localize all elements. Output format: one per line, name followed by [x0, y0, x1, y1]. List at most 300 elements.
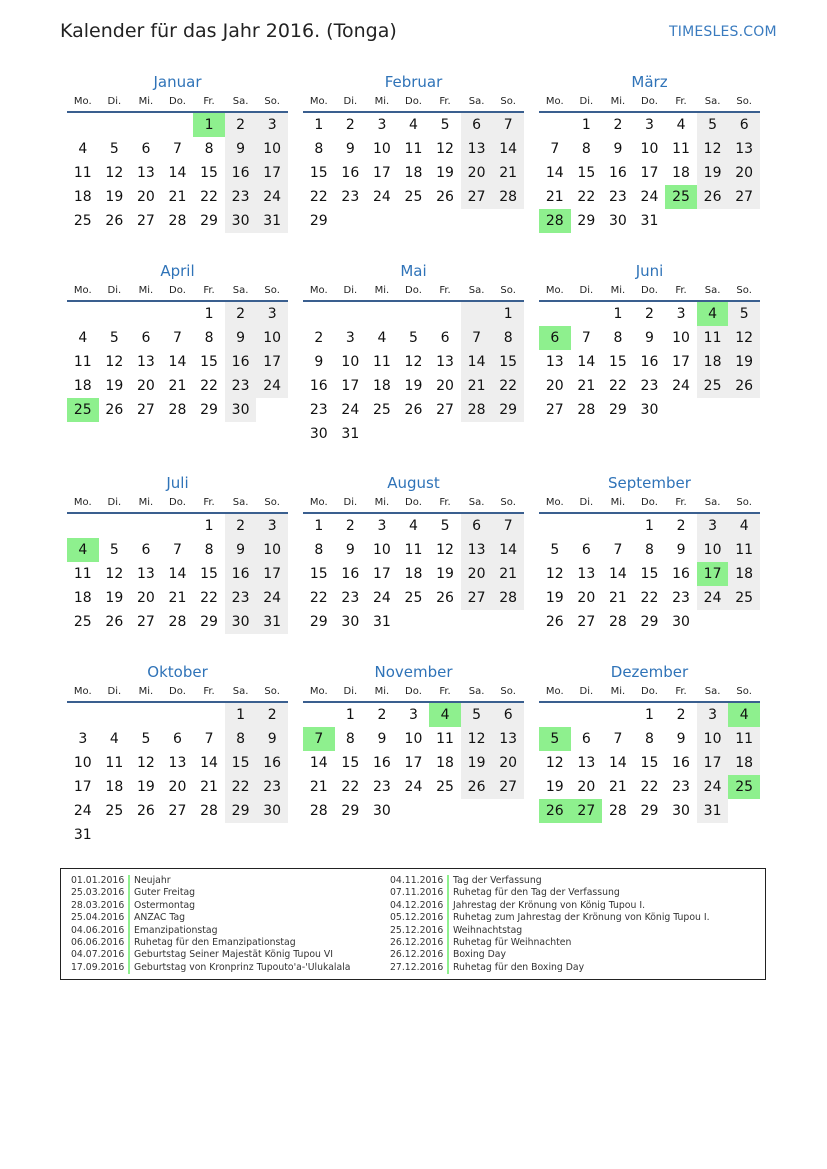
- holiday-day-cell[interactable]: 4: [67, 538, 99, 562]
- day-cell[interactable]: 10: [372, 542, 391, 558]
- day-cell[interactable]: 30: [225, 398, 257, 422]
- day-cell[interactable]: 12: [697, 137, 729, 161]
- day-cell[interactable]: 30: [608, 213, 627, 229]
- day-cell[interactable]: 31: [341, 426, 360, 442]
- day-cell[interactable]: 17: [73, 779, 92, 795]
- day-cell[interactable]: 10: [697, 538, 729, 562]
- day-cell[interactable]: 10: [256, 137, 288, 161]
- day-cell[interactable]: 30: [672, 803, 690, 819]
- day-cell[interactable]: 13: [461, 137, 493, 161]
- day-cell[interactable]: 22: [640, 590, 659, 606]
- day-cell[interactable]: 21: [168, 378, 187, 394]
- day-cell[interactable]: 7: [204, 731, 214, 747]
- day-cell[interactable]: 30: [341, 614, 360, 630]
- day-cell[interactable]: 11: [404, 141, 423, 157]
- day-cell[interactable]: 12: [545, 755, 564, 771]
- day-cell[interactable]: 28: [608, 614, 627, 630]
- day-cell[interactable]: 5: [109, 330, 119, 346]
- day-cell[interactable]: 2: [676, 518, 686, 534]
- day-cell[interactable]: 28: [168, 614, 187, 630]
- day-cell[interactable]: 23: [608, 189, 627, 205]
- day-cell[interactable]: 26: [105, 614, 124, 630]
- day-cell[interactable]: 7: [550, 141, 560, 157]
- day-cell[interactable]: 12: [461, 727, 493, 751]
- day-cell[interactable]: 24: [341, 402, 360, 418]
- brand-link[interactable]: TIMESLES.COM: [669, 24, 777, 40]
- day-cell[interactable]: 6: [173, 731, 182, 747]
- day-cell[interactable]: 15: [640, 755, 659, 771]
- day-cell[interactable]: 22: [309, 189, 328, 205]
- day-cell[interactable]: 22: [200, 189, 218, 205]
- day-cell[interactable]: 14: [309, 755, 328, 771]
- day-cell[interactable]: 13: [577, 566, 596, 582]
- day-cell[interactable]: 19: [105, 590, 124, 606]
- day-cell[interactable]: 5: [550, 542, 560, 558]
- day-cell[interactable]: 29: [341, 803, 360, 819]
- day-cell[interactable]: 28: [577, 402, 596, 418]
- day-cell[interactable]: 16: [309, 378, 328, 394]
- day-cell[interactable]: 29: [640, 614, 659, 630]
- day-cell[interactable]: 29: [200, 213, 218, 229]
- day-cell[interactable]: 14: [577, 354, 596, 370]
- day-cell[interactable]: 8: [492, 326, 524, 350]
- day-cell[interactable]: 1: [345, 707, 355, 723]
- day-cell[interactable]: 3: [645, 117, 654, 133]
- day-cell[interactable]: 22: [200, 590, 218, 606]
- day-cell[interactable]: 20: [728, 161, 760, 185]
- day-cell[interactable]: 27: [136, 614, 155, 630]
- day-cell[interactable]: 14: [608, 566, 627, 582]
- day-cell[interactable]: 8: [645, 731, 654, 747]
- day-cell[interactable]: 14: [545, 165, 564, 181]
- day-cell[interactable]: 13: [136, 354, 155, 370]
- day-cell[interactable]: 20: [492, 751, 524, 775]
- day-cell[interactable]: 31: [372, 614, 391, 630]
- day-cell[interactable]: 5: [728, 302, 760, 326]
- day-cell[interactable]: 18: [372, 378, 391, 394]
- day-cell[interactable]: 25: [436, 779, 454, 795]
- day-cell[interactable]: 12: [436, 542, 454, 558]
- day-cell[interactable]: 17: [341, 378, 360, 394]
- day-cell[interactable]: 1: [581, 117, 591, 133]
- day-cell[interactable]: 26: [461, 775, 493, 799]
- day-cell[interactable]: 13: [136, 165, 155, 181]
- holiday-day-cell[interactable]: 5: [539, 727, 571, 751]
- day-cell[interactable]: 13: [436, 354, 454, 370]
- day-cell[interactable]: 18: [73, 378, 92, 394]
- day-cell[interactable]: 10: [640, 141, 659, 157]
- day-cell[interactable]: 12: [105, 354, 124, 370]
- day-cell[interactable]: 27: [461, 586, 493, 610]
- day-cell[interactable]: 24: [256, 586, 288, 610]
- day-cell[interactable]: 15: [577, 165, 596, 181]
- day-cell[interactable]: 18: [73, 590, 92, 606]
- day-cell[interactable]: 5: [109, 542, 119, 558]
- day-cell[interactable]: 29: [309, 614, 328, 630]
- day-cell[interactable]: 10: [404, 731, 423, 747]
- day-cell[interactable]: 28: [608, 803, 627, 819]
- day-cell[interactable]: 16: [225, 161, 257, 185]
- day-cell[interactable]: 2: [613, 117, 623, 133]
- day-cell[interactable]: 22: [200, 378, 218, 394]
- day-cell[interactable]: 24: [640, 189, 659, 205]
- day-cell[interactable]: 1: [314, 518, 324, 534]
- day-cell[interactable]: 10: [73, 755, 92, 771]
- day-cell[interactable]: 15: [309, 165, 328, 181]
- day-cell[interactable]: 23: [672, 779, 690, 795]
- day-cell[interactable]: 24: [73, 803, 92, 819]
- day-cell[interactable]: 6: [492, 703, 524, 727]
- day-cell[interactable]: 20: [577, 779, 596, 795]
- day-cell[interactable]: 19: [728, 350, 760, 374]
- day-cell[interactable]: 1: [492, 302, 524, 326]
- day-cell[interactable]: 24: [372, 189, 391, 205]
- day-cell[interactable]: 3: [256, 113, 288, 137]
- day-cell[interactable]: 21: [492, 562, 524, 586]
- day-cell[interactable]: 15: [309, 566, 328, 582]
- day-cell[interactable]: 26: [436, 590, 454, 606]
- day-cell[interactable]: 6: [728, 113, 760, 137]
- day-cell[interactable]: 13: [545, 354, 564, 370]
- day-cell[interactable]: 30: [672, 614, 690, 630]
- day-cell[interactable]: 21: [545, 189, 564, 205]
- day-cell[interactable]: 18: [672, 165, 690, 181]
- day-cell[interactable]: 8: [314, 141, 324, 157]
- day-cell[interactable]: 13: [461, 538, 493, 562]
- day-cell[interactable]: 7: [581, 330, 591, 346]
- day-cell[interactable]: 29: [225, 799, 257, 823]
- day-cell[interactable]: 27: [545, 402, 564, 418]
- holiday-day-cell[interactable]: 4: [728, 703, 760, 727]
- day-cell[interactable]: 3: [676, 306, 686, 322]
- day-cell[interactable]: 18: [404, 566, 423, 582]
- day-cell[interactable]: 13: [492, 727, 524, 751]
- day-cell[interactable]: 15: [608, 354, 627, 370]
- day-cell[interactable]: 16: [640, 354, 659, 370]
- day-cell[interactable]: 26: [105, 402, 124, 418]
- day-cell[interactable]: 7: [492, 514, 524, 538]
- day-cell[interactable]: 20: [436, 378, 454, 394]
- day-cell[interactable]: 29: [640, 803, 659, 819]
- day-cell[interactable]: 2: [256, 703, 288, 727]
- day-cell[interactable]: 19: [545, 590, 564, 606]
- day-cell[interactable]: 1: [204, 518, 214, 534]
- day-cell[interactable]: 28: [168, 402, 187, 418]
- day-cell[interactable]: 27: [728, 185, 760, 209]
- day-cell[interactable]: 22: [608, 378, 627, 394]
- day-cell[interactable]: 12: [136, 755, 155, 771]
- holiday-day-cell[interactable]: 25: [728, 775, 760, 799]
- day-cell[interactable]: 29: [608, 402, 627, 418]
- day-cell[interactable]: 16: [341, 165, 360, 181]
- day-cell[interactable]: 9: [676, 731, 686, 747]
- day-cell[interactable]: 11: [73, 566, 92, 582]
- day-cell[interactable]: 14: [461, 350, 493, 374]
- holiday-day-cell[interactable]: 4: [697, 302, 729, 326]
- day-cell[interactable]: 27: [436, 402, 454, 418]
- day-cell[interactable]: 28: [461, 398, 493, 422]
- day-cell[interactable]: 5: [141, 731, 151, 747]
- day-cell[interactable]: 5: [440, 117, 450, 133]
- day-cell[interactable]: 9: [613, 141, 623, 157]
- day-cell[interactable]: 5: [109, 141, 119, 157]
- day-cell[interactable]: 24: [672, 378, 690, 394]
- day-cell[interactable]: 3: [697, 703, 729, 727]
- day-cell[interactable]: 26: [105, 213, 124, 229]
- day-cell[interactable]: 15: [225, 751, 257, 775]
- day-cell[interactable]: 19: [697, 161, 729, 185]
- day-cell[interactable]: 6: [581, 731, 591, 747]
- day-cell[interactable]: 25: [372, 402, 391, 418]
- day-cell[interactable]: 30: [309, 426, 328, 442]
- day-cell[interactable]: 26: [404, 402, 423, 418]
- day-cell[interactable]: 11: [672, 141, 690, 157]
- day-cell[interactable]: 21: [492, 161, 524, 185]
- day-cell[interactable]: 23: [640, 378, 659, 394]
- day-cell[interactable]: 26: [436, 189, 454, 205]
- day-cell[interactable]: 11: [728, 538, 760, 562]
- day-cell[interactable]: 17: [697, 751, 729, 775]
- day-cell[interactable]: 19: [105, 378, 124, 394]
- day-cell[interactable]: 3: [377, 117, 387, 133]
- day-cell[interactable]: 19: [105, 189, 124, 205]
- day-cell[interactable]: 11: [73, 354, 92, 370]
- day-cell[interactable]: 10: [372, 141, 391, 157]
- day-cell[interactable]: 24: [404, 779, 423, 795]
- day-cell[interactable]: 13: [136, 566, 155, 582]
- day-cell[interactable]: 8: [225, 727, 257, 751]
- day-cell[interactable]: 14: [608, 755, 627, 771]
- day-cell[interactable]: 9: [377, 731, 387, 747]
- day-cell[interactable]: 9: [314, 354, 324, 370]
- day-cell[interactable]: 31: [256, 610, 288, 634]
- day-cell[interactable]: 18: [728, 562, 760, 586]
- day-cell[interactable]: 24: [697, 586, 729, 610]
- day-cell[interactable]: 28: [168, 213, 187, 229]
- day-cell[interactable]: 11: [697, 326, 729, 350]
- day-cell[interactable]: 9: [345, 141, 355, 157]
- day-cell[interactable]: 14: [492, 538, 524, 562]
- day-cell[interactable]: 27: [136, 213, 155, 229]
- day-cell[interactable]: 13: [728, 137, 760, 161]
- day-cell[interactable]: 23: [256, 775, 288, 799]
- day-cell[interactable]: 20: [168, 779, 187, 795]
- holiday-day-cell[interactable]: 4: [429, 703, 461, 727]
- day-cell[interactable]: 4: [728, 514, 760, 538]
- day-cell[interactable]: 4: [109, 731, 119, 747]
- day-cell[interactable]: 11: [73, 165, 92, 181]
- day-cell[interactable]: 30: [225, 610, 257, 634]
- day-cell[interactable]: 6: [440, 330, 450, 346]
- day-cell[interactable]: 26: [136, 803, 155, 819]
- day-cell[interactable]: 26: [697, 185, 729, 209]
- day-cell[interactable]: 19: [436, 165, 454, 181]
- day-cell[interactable]: 18: [105, 779, 124, 795]
- holiday-day-cell[interactable]: 6: [539, 326, 571, 350]
- day-cell[interactable]: 13: [577, 755, 596, 771]
- day-cell[interactable]: 7: [492, 113, 524, 137]
- day-cell[interactable]: 4: [409, 518, 418, 534]
- day-cell[interactable]: 21: [168, 590, 187, 606]
- day-cell[interactable]: 21: [461, 374, 493, 398]
- day-cell[interactable]: 10: [256, 326, 288, 350]
- day-cell[interactable]: 16: [341, 566, 360, 582]
- day-cell[interactable]: 8: [314, 542, 324, 558]
- day-cell[interactable]: 25: [73, 213, 92, 229]
- day-cell[interactable]: 27: [492, 775, 524, 799]
- day-cell[interactable]: 15: [341, 755, 360, 771]
- day-cell[interactable]: 6: [141, 542, 151, 558]
- day-cell[interactable]: 16: [672, 566, 690, 582]
- day-cell[interactable]: 16: [256, 751, 288, 775]
- day-cell[interactable]: 7: [173, 330, 182, 346]
- day-cell[interactable]: 31: [73, 827, 92, 843]
- day-cell[interactable]: 7: [173, 542, 182, 558]
- day-cell[interactable]: 20: [461, 161, 493, 185]
- day-cell[interactable]: 9: [225, 137, 257, 161]
- holiday-day-cell[interactable]: 7: [303, 727, 335, 751]
- day-cell[interactable]: 14: [168, 566, 187, 582]
- day-cell[interactable]: 20: [577, 590, 596, 606]
- holiday-day-cell[interactable]: 17: [697, 562, 729, 586]
- day-cell[interactable]: 4: [676, 117, 686, 133]
- day-cell[interactable]: 12: [105, 165, 124, 181]
- day-cell[interactable]: 3: [345, 330, 355, 346]
- day-cell[interactable]: 17: [404, 755, 423, 771]
- day-cell[interactable]: 8: [204, 141, 214, 157]
- day-cell[interactable]: 14: [168, 165, 187, 181]
- holiday-day-cell[interactable]: 25: [665, 185, 697, 209]
- day-cell[interactable]: 25: [404, 189, 423, 205]
- day-cell[interactable]: 10: [256, 538, 288, 562]
- day-cell[interactable]: 2: [645, 306, 654, 322]
- day-cell[interactable]: 20: [545, 378, 564, 394]
- day-cell[interactable]: 4: [78, 330, 88, 346]
- day-cell[interactable]: 23: [309, 402, 328, 418]
- day-cell[interactable]: 17: [672, 354, 690, 370]
- day-cell[interactable]: 18: [404, 165, 423, 181]
- day-cell[interactable]: 2: [225, 302, 257, 326]
- day-cell[interactable]: 8: [581, 141, 591, 157]
- day-cell[interactable]: 16: [608, 165, 627, 181]
- day-cell[interactable]: 6: [461, 113, 493, 137]
- day-cell[interactable]: 8: [204, 330, 214, 346]
- holiday-day-cell[interactable]: 25: [67, 398, 99, 422]
- day-cell[interactable]: 15: [200, 566, 218, 582]
- day-cell[interactable]: 1: [225, 703, 257, 727]
- holiday-day-cell[interactable]: 26: [539, 799, 571, 823]
- day-cell[interactable]: 17: [256, 350, 288, 374]
- day-cell[interactable]: 24: [256, 374, 288, 398]
- day-cell[interactable]: 30: [640, 402, 659, 418]
- day-cell[interactable]: 8: [645, 542, 654, 558]
- day-cell[interactable]: 19: [545, 779, 564, 795]
- day-cell[interactable]: 22: [640, 779, 659, 795]
- day-cell[interactable]: 3: [78, 731, 88, 747]
- day-cell[interactable]: 8: [345, 731, 355, 747]
- day-cell[interactable]: 31: [256, 209, 288, 233]
- day-cell[interactable]: 22: [492, 374, 524, 398]
- holiday-day-cell[interactable]: 1: [193, 113, 225, 137]
- day-cell[interactable]: 3: [256, 514, 288, 538]
- day-cell[interactable]: 23: [225, 185, 257, 209]
- day-cell[interactable]: 28: [200, 803, 218, 819]
- day-cell[interactable]: 24: [256, 185, 288, 209]
- day-cell[interactable]: 6: [461, 514, 493, 538]
- day-cell[interactable]: 28: [309, 803, 328, 819]
- day-cell[interactable]: 12: [105, 566, 124, 582]
- day-cell[interactable]: 18: [728, 751, 760, 775]
- day-cell[interactable]: 5: [697, 113, 729, 137]
- day-cell[interactable]: 27: [168, 803, 187, 819]
- day-cell[interactable]: 15: [200, 354, 218, 370]
- day-cell[interactable]: 7: [613, 542, 623, 558]
- day-cell[interactable]: 18: [436, 755, 454, 771]
- day-cell[interactable]: 3: [256, 302, 288, 326]
- day-cell[interactable]: 17: [640, 165, 659, 181]
- day-cell[interactable]: 31: [697, 799, 729, 823]
- day-cell[interactable]: 11: [105, 755, 124, 771]
- day-cell[interactable]: 22: [225, 775, 257, 799]
- day-cell[interactable]: 23: [372, 779, 391, 795]
- day-cell[interactable]: 10: [341, 354, 360, 370]
- day-cell[interactable]: 16: [225, 350, 257, 374]
- day-cell[interactable]: 5: [409, 330, 418, 346]
- day-cell[interactable]: 6: [141, 141, 151, 157]
- day-cell[interactable]: 30: [225, 209, 257, 233]
- day-cell[interactable]: 10: [672, 330, 690, 346]
- day-cell[interactable]: 31: [640, 213, 659, 229]
- day-cell[interactable]: 1: [645, 707, 654, 723]
- day-cell[interactable]: 2: [377, 707, 387, 723]
- day-cell[interactable]: 2: [314, 330, 324, 346]
- day-cell[interactable]: 2: [345, 117, 355, 133]
- day-cell[interactable]: 23: [341, 189, 360, 205]
- day-cell[interactable]: 12: [404, 354, 423, 370]
- day-cell[interactable]: 17: [256, 161, 288, 185]
- day-cell[interactable]: 23: [672, 590, 690, 606]
- day-cell[interactable]: 19: [461, 751, 493, 775]
- day-cell[interactable]: 10: [697, 727, 729, 751]
- day-cell[interactable]: 22: [577, 189, 596, 205]
- day-cell[interactable]: 21: [168, 189, 187, 205]
- day-cell[interactable]: 5: [440, 518, 450, 534]
- day-cell[interactable]: 25: [728, 586, 760, 610]
- day-cell[interactable]: 21: [608, 779, 627, 795]
- day-cell[interactable]: 24: [372, 590, 391, 606]
- day-cell[interactable]: 26: [728, 374, 760, 398]
- day-cell[interactable]: 1: [645, 518, 654, 534]
- day-cell[interactable]: 21: [608, 590, 627, 606]
- day-cell[interactable]: 1: [314, 117, 324, 133]
- day-cell[interactable]: 9: [345, 542, 355, 558]
- day-cell[interactable]: 24: [697, 775, 729, 799]
- day-cell[interactable]: 29: [200, 614, 218, 630]
- day-cell[interactable]: 20: [136, 378, 155, 394]
- day-cell[interactable]: 2: [225, 113, 257, 137]
- day-cell[interactable]: 2: [676, 707, 686, 723]
- day-cell[interactable]: 9: [225, 326, 257, 350]
- day-cell[interactable]: 11: [372, 354, 391, 370]
- day-cell[interactable]: 25: [73, 614, 92, 630]
- day-cell[interactable]: 27: [461, 185, 493, 209]
- day-cell[interactable]: 19: [404, 378, 423, 394]
- day-cell[interactable]: 16: [225, 562, 257, 586]
- day-cell[interactable]: 29: [577, 213, 596, 229]
- day-cell[interactable]: 14: [200, 755, 218, 771]
- day-cell[interactable]: 18: [73, 189, 92, 205]
- day-cell[interactable]: 29: [309, 213, 328, 229]
